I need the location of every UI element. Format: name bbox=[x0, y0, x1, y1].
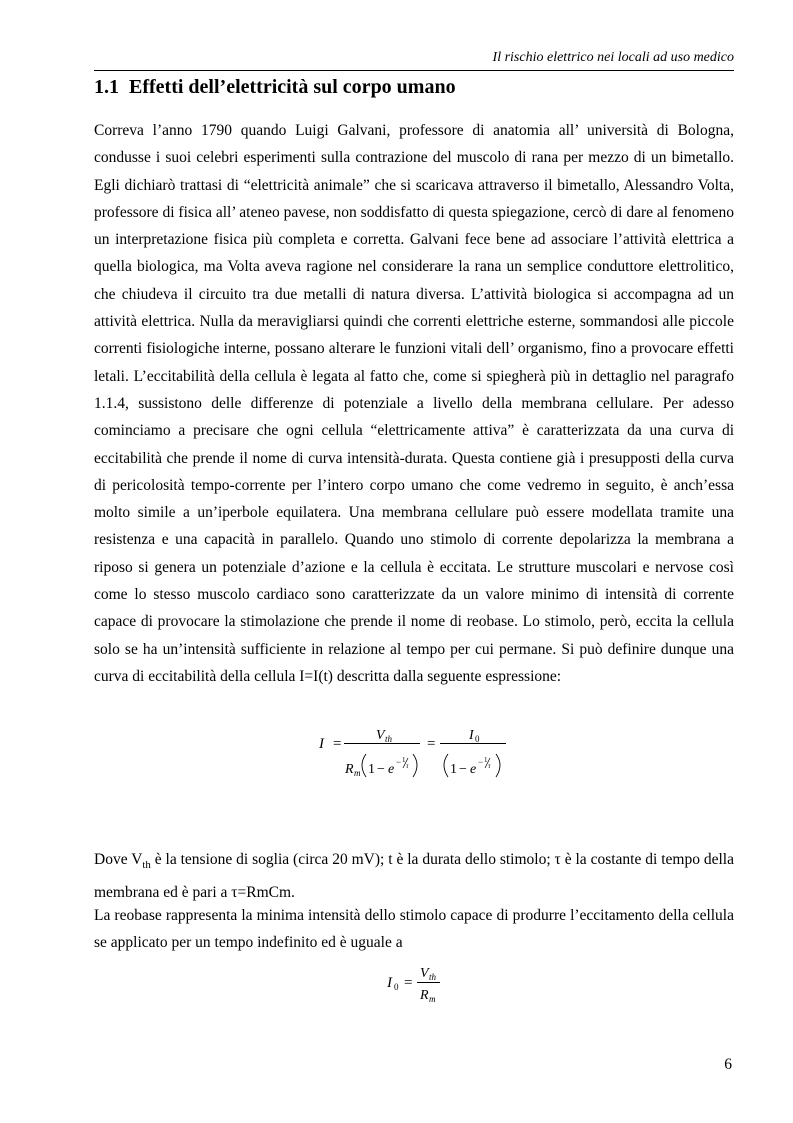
f1-exp-tau-2: τ bbox=[488, 762, 491, 770]
f2-i: I bbox=[387, 975, 392, 991]
f2-eq: = bbox=[404, 975, 413, 991]
f1-exp-num-2: 1 bbox=[484, 756, 488, 764]
running-header bbox=[94, 50, 734, 71]
f1-lhs-i: I bbox=[319, 736, 324, 752]
f1-paren-left-2 bbox=[444, 754, 448, 777]
section-title-text: Effetti dell’elettricità sul corpo umano bbox=[129, 76, 456, 98]
paragraph-rheobase: La reobase rappresenta la minima intensità dello stimolo capace di produrre l’eccitamento della cellula se applicato per un tempo indefinito ed è uguale a bbox=[94, 907, 734, 952]
f1-num-zero: 0 bbox=[475, 734, 480, 744]
f1-den-minus-1: − bbox=[377, 762, 385, 777]
running-title: Il rischio elettrico nei locali ad uso medico bbox=[492, 50, 734, 65]
f1-num-i0: I bbox=[469, 728, 474, 743]
p2-after: è la tensione di soglia (circa 20 mV); t è la durata dello stimolo; τ è la costante di tempo della membrana ed è pari a τ=RmCm. bbox=[94, 851, 734, 902]
section-title bbox=[94, 76, 456, 99]
f1-den-minus-2: − bbox=[459, 762, 467, 777]
paragraph-definitions bbox=[94, 846, 734, 907]
f1-den-e-2: e bbox=[470, 762, 477, 777]
f1-paren-right-1 bbox=[413, 754, 417, 777]
excitability-formula bbox=[316, 725, 516, 795]
paragraph-intro: Correva l’anno 1790 quando Luigi Galvani, professore di anatomia all’ università di Bologna, condusse i suoi celebri esperimenti sulla contrazione del muscolo di rana per mezzo di un bimetallo. Egli dichiarò trattasi di “elettricità animale” che si scaricava attraverso il bimetallo, Alessandro Volta, professore di fisica all’ ateneo pavese, non soddisfatto di questa spiegazione, cercò di dare al fenomeno un interpretazione fisica più completa e corretta. Galvani fece bene ad associare l’attività elettrica a quella biologica, ma Volta aveva ragione nel considerare la rana un semplice conduttore elettrolitico, che chiudeva il circuito tra due metalli di natura diversa. L’attività biologica si accompagna ad un attività elettrica. Nulla da meravigliarsi quindi che correnti elettriche esterne, sommandosi alle piccole correnti fisiologiche interne, possano alterare le funzioni vitali dell’ organismo, fino a provocare effetti letali. L’eccitabilità della cellula è legata al fatto che, come si spiegherà più in dettaglio nel paragrafo 1.1.4, sussistono delle differenze di potenziale a livello della membrana cellulare. Per adesso cominciamo a precisare che ogni cellula “elettricamente attiva” è caratterizzata da una curva di eccitabilità che prende il nome di curva intensità-durata. Questa contiene già i presupposti della curva di pericolosità tempo-corrente per l’intero corpo umano che come vedremo in seguito, è anch’essa molto simile a un’iperbole equilatera. Una membrana cellulare può essere modellata tramite una resistenza e una capacità in parallelo. Quando uno stimolo di corrente depolarizza la membrana a riposo si genera un potenziale d’azione e la cellula è eccitata. Le strutture muscolari e nervose così come lo stesso muscolo cardiaco sono caratterizzate da un valore minimo di intensità di corrente capace di provocare la stimolazione che prende il nome di reobase. Lo stimolo, però, eccita la cellula solo se ha un’intensità sufficiente in relazione al tempo per cui permane. Si può definire dunque una curva di eccitabilità della cellula I=I(t) descritta dalla seguente espressione: bbox=[94, 122, 734, 685]
f2-zero: 0 bbox=[394, 982, 399, 992]
f2-num-th: th bbox=[429, 972, 437, 982]
f1-paren-right-2 bbox=[496, 754, 500, 777]
f1-eq-2: = bbox=[427, 736, 436, 752]
f1-den-m: m bbox=[354, 768, 361, 778]
f1-num-v: V bbox=[376, 728, 385, 743]
f1-exp-minus-2: − bbox=[478, 757, 484, 767]
f1-num-th: th bbox=[385, 734, 393, 744]
f1-eq-1: = bbox=[333, 736, 342, 752]
rheobase-formula bbox=[384, 961, 454, 1007]
section-number: 1.1 bbox=[94, 76, 119, 98]
f1-den-one-1: 1 bbox=[368, 762, 375, 777]
p2-subscript: th bbox=[142, 859, 151, 872]
f2-den-m: m bbox=[429, 994, 436, 1004]
f1-exp-num-1: 1 bbox=[402, 756, 406, 764]
f2-den-r: R bbox=[420, 988, 429, 1003]
page-number: 6 bbox=[724, 1056, 732, 1073]
f1-paren-left-1 bbox=[362, 754, 366, 777]
f1-exp-tau-1: τ bbox=[406, 762, 409, 770]
f1-den-one-2: 1 bbox=[450, 762, 457, 777]
f2-num-v: V bbox=[420, 966, 429, 981]
p2-before: Dove V bbox=[94, 851, 143, 868]
f1-den-r: R bbox=[345, 762, 354, 777]
f1-exp-minus-1: − bbox=[396, 757, 402, 767]
f1-den-e-1: e bbox=[388, 762, 395, 777]
